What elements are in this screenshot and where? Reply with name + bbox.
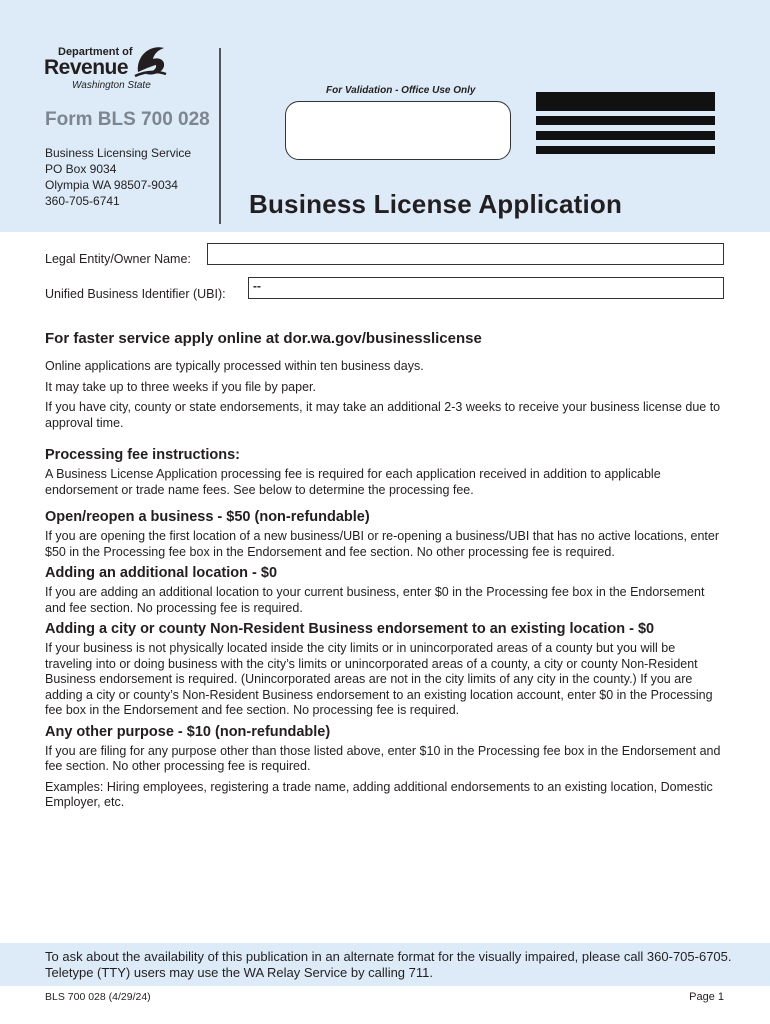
online-heading: For faster service apply online at dor.wa.gov/businesslicense <box>45 330 482 347</box>
intro-paragraph: It may take up to three weeks if you file by paper. <box>45 379 316 394</box>
validation-label: For Validation - Office Use Only <box>326 85 476 96</box>
address-line: Olympia WA 98507-9034 <box>45 178 178 192</box>
logo-line2: Revenue <box>44 56 129 79</box>
accessibility-note: To ask about the availability of this publication in an alternate format for the visually impaired, please call 360-705-6705. Teletype (TTY) users may use the WA Relay Service by calling 711. <box>45 949 732 980</box>
dor-logo <box>44 42 174 90</box>
section-heading: Adding a city or county Non-Resident Business endorsement to an existing location - $0 <box>45 621 655 637</box>
fee-section-nonresident <box>45 621 725 719</box>
header-divider <box>219 48 221 224</box>
fee-section-open <box>45 509 725 560</box>
section-paragraph: If your business is not physically located inside the city limits or in unincorporated areas of a county but you will be traveling into or doing business with the city’s limits or unincorporated areas of a county, a city or county Non-Resident Business endorsement is required. (Unincorporated areas are not in the city limits of any city in the county.) If you are adding a city or county’s Non-Resident Business endorsement to an existing location account, enter $0 in the Processing fee box in the Endorsement and fee section. No processing fee is required. <box>45 641 713 717</box>
section-paragraph: Examples: Hiring employees, registering a trade name, adding additional endorsements to an existing location, Domestic Employer, etc. <box>45 779 713 809</box>
logo-line1: Department of <box>58 46 133 58</box>
barcode-bar <box>536 131 715 140</box>
barcode-bar <box>536 146 715 154</box>
instructions <box>45 330 725 816</box>
address-phone: 360-705-6741 <box>45 194 120 208</box>
section-heading: Open/reopen a business - $50 (non-refundable) <box>45 509 370 525</box>
address-block <box>45 145 191 209</box>
form-code: BLS 700 028 (4/29/24) <box>45 991 151 1003</box>
address-line: Business Licensing Service <box>45 146 192 160</box>
section-heading: Any other purpose - $10 (non-refundable) <box>45 723 331 740</box>
barcode-bar <box>536 92 715 111</box>
owner-name-field[interactable] <box>207 243 724 265</box>
fee-heading: Processing fee instructions: <box>45 447 240 463</box>
barcode-bar <box>536 116 715 125</box>
logo-line3: Washington State <box>72 80 151 91</box>
fee-section-location <box>45 565 725 616</box>
accessibility-band <box>0 943 770 986</box>
fee-section-other <box>45 724 725 811</box>
owner-name-label: Legal Entity/Owner Name: <box>45 252 191 266</box>
intro-paragraph: If you have city, county or state endorsements, it may take an additional 2-3 weeks to receive your business license due to approval time. <box>45 400 721 430</box>
ubi-field[interactable]: -- <box>248 277 724 299</box>
section-heading: Adding an additional location - $0 <box>45 565 278 581</box>
validation-box <box>285 101 511 160</box>
barcode <box>536 92 715 154</box>
section-paragraph: If you are filing for any purpose other than those listed above, enter $10 in the Processing fee box in the Endorsement and fee section. No other processing fee is required. <box>45 743 721 773</box>
dor-swoosh-logo-icon <box>132 42 170 80</box>
page-number: Page 1 <box>689 991 724 1003</box>
page-title: Business License Application <box>249 189 623 219</box>
address-line: PO Box 9034 <box>45 162 117 176</box>
ubi-label: Unified Business Identifier (UBI): <box>45 287 226 301</box>
section-paragraph: If you are opening the first location of a new business/UBI or re-opening a business/UBI that has no active locations, enter $50 in the Processing fee box in the Endorsement and fee section. No other processing fee is required. <box>45 529 719 559</box>
section-paragraph: If you are adding an additional location to your current business, enter $0 in the Processing fee box in the Endorsement and fee section. No processing fee is required. <box>45 585 705 615</box>
intro-paragraph: Online applications are typically processed within ten business days. <box>45 359 424 373</box>
form-id: Form BLS 700 028 <box>45 109 210 130</box>
fee-intro: A Business License Application processing fee is required for each application received in addition to applicable endorsement or trade name fees. See below to determine the processing fee. <box>45 467 661 497</box>
